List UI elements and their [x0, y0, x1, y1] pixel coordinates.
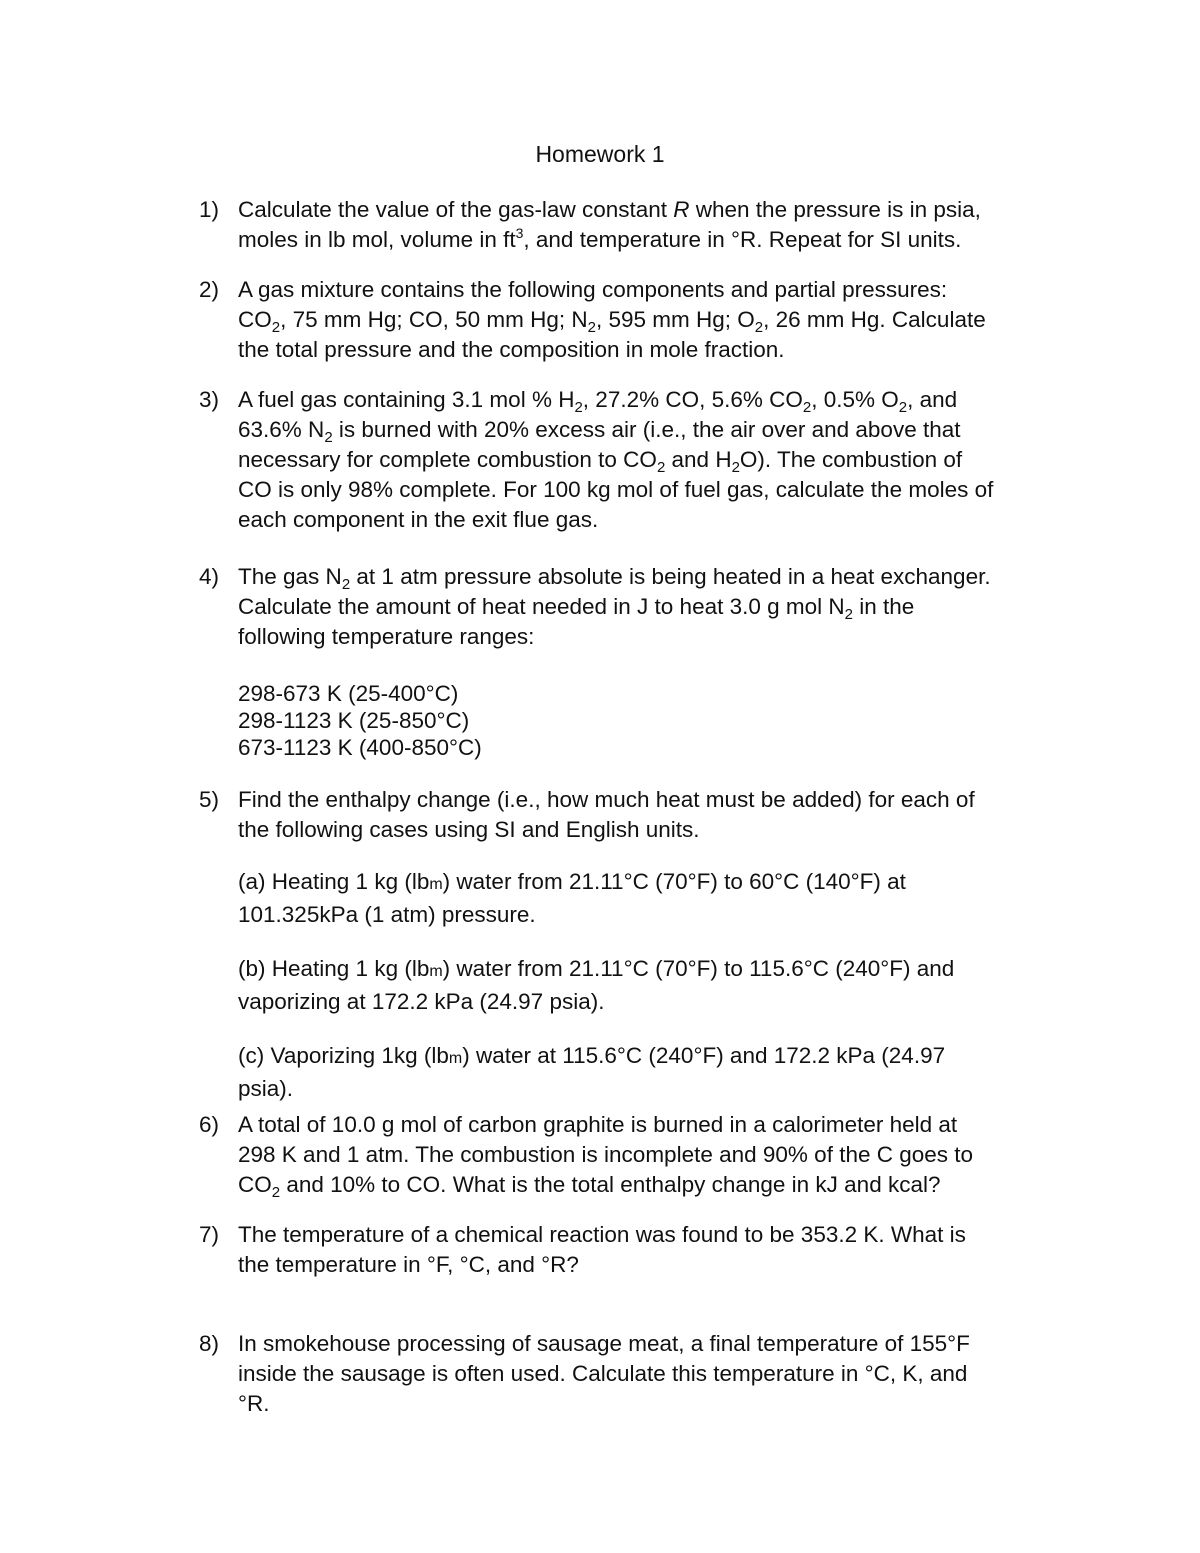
question-8: [199, 1329, 1059, 1419]
case-c-line-2: psia).: [238, 1076, 294, 1101]
page-title: Homework 1: [535, 141, 665, 167]
question-line: Calculate the amount of heat needed in J to heat 3.0 g mol $N_2$ in the: [238, 594, 915, 623]
question-line: the total pressure and the composition in mole fraction.: [238, 337, 785, 362]
case-a: (a) Heating 1 kg (lbm) water from 21.11°C (70°F) to 60°C (140°F) at: [238, 869, 906, 894]
question-line: moles in lb mol, volume in $ft^3$, and temperature in °R. Repeat for SI units.: [238, 225, 962, 252]
question-line: A fuel gas containing 3.1 mol % $H_2$, 27.2% CO, 5.6% $CO_2$, 0.5% $O_2$, and: [238, 387, 958, 416]
variable-r: R: [673, 197, 690, 222]
question-line: 63.6% $N_2$ is burned with 20% excess air (i.e., the air over and above that: [238, 417, 961, 446]
question-line: Find the enthalpy change (i.e., how much heat must be added) for each of: [238, 787, 975, 812]
question-number: 4): [199, 564, 220, 589]
question-line: A gas mixture contains the following components and partial pressures:: [238, 277, 948, 302]
question-line: following temperature ranges:: [238, 624, 535, 649]
question-line: the following cases using SI and English units.: [238, 817, 700, 842]
question-line: $CO_2$ and 10% to CO. What is the total enthalpy change in kJ and kcal?: [238, 1172, 941, 1201]
case-b-line-2: vaporizing at 172.2 kPa (24.97 psia).: [238, 989, 605, 1014]
question-line: CO is only 98% complete. For 100 kg mol of fuel gas, calculate the moles of: [238, 477, 994, 502]
question-number: 7): [199, 1222, 220, 1247]
question-number: 1): [199, 197, 220, 222]
temperature-range: 673-1123 K (400-850°C): [238, 735, 482, 760]
question-2: [199, 275, 1059, 365]
question-line: necessary for complete combustion to $CO_2$ and $H_2O$). The combustion of: [238, 447, 963, 476]
question-7: [199, 1220, 1059, 1280]
question-4: [199, 562, 1059, 761]
question-6: [199, 1110, 1059, 1200]
question-line: In smokehouse processing of sausage meat, a final temperature of 155°F: [238, 1331, 970, 1356]
question-line: the temperature in °F, °C, and °R?: [238, 1252, 579, 1277]
question-line: $CO_2$, 75 mm Hg; CO, 50 mm Hg; $N_2$, 595 mm Hg; $O_2$, 26 mm Hg. Calculate: [238, 307, 986, 336]
case-a-line-2: 101.325kPa (1 atm) pressure.: [238, 902, 536, 927]
question-line: Calculate the value of the gas-law constant R when the pressure is in psia,: [238, 197, 981, 222]
temperature-range: 298-1123 K (25-850°C): [238, 708, 470, 733]
question-number: 2): [199, 277, 220, 302]
question-line: each component in the exit flue gas.: [238, 507, 599, 532]
case-b: (b) Heating 1 kg (lbm) water from 21.11°C (70°F) to 115.6°C (240°F) and: [238, 956, 955, 981]
question-1: [199, 195, 1059, 255]
case-c: (c) Vaporizing 1kg (lbm) water at 115.6°C (240°F) and 172.2 kPa (24.97: [238, 1043, 946, 1068]
question-number: 6): [199, 1112, 220, 1137]
temperature-range: 298-673 K (25-400°C): [238, 681, 459, 706]
question-line: °R.: [238, 1391, 270, 1416]
question-number: 5): [199, 787, 220, 812]
question-number: 3): [199, 387, 220, 412]
question-3: [199, 385, 1059, 535]
question-5: [199, 785, 1059, 1104]
question-line: 298 K and 1 atm. The combustion is incomplete and 90% of the C goes to: [238, 1142, 974, 1167]
question-line: A total of 10.0 g mol of carbon graphite is burned in a calorimeter held at: [238, 1112, 958, 1137]
question-line: The temperature of a chemical reaction was found to be 353.2 K. What is: [238, 1222, 966, 1247]
question-number: 8): [199, 1331, 220, 1356]
question-line: The gas $N_2$ at 1 atm pressure absolute is being heated in a heat exchanger.: [238, 564, 991, 593]
question-line: inside the sausage is often used. Calculate this temperature in °C, K, and: [238, 1361, 968, 1386]
